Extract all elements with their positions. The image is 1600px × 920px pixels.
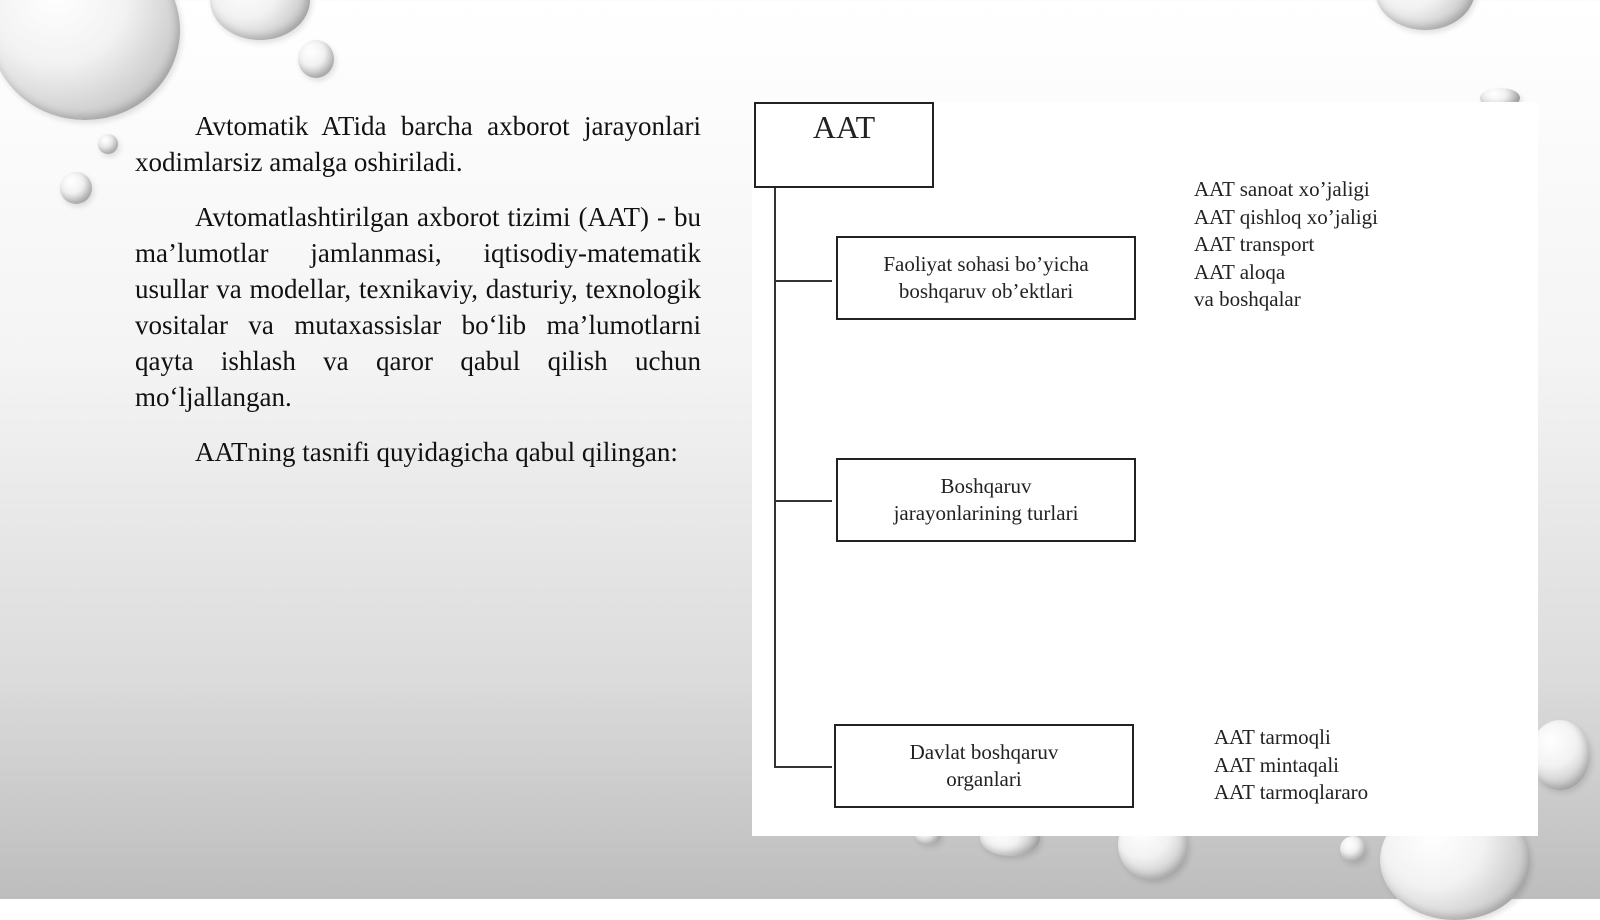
diagram-box: Boshqaruv jarayonlarining turlari xyxy=(836,458,1136,542)
list-item: AAT qishloq xo’jaligi xyxy=(1194,204,1378,229)
aat-classification-diagram xyxy=(752,102,1538,836)
paragraph: AATning tasnifi quyidagicha qabul qilingan: xyxy=(195,437,678,467)
vertical-connector xyxy=(774,188,776,768)
paragraph: Avtomatik ATida barcha axborot jarayonlari xodimlarsiz amalga oshiriladi. xyxy=(135,111,701,177)
water-drop-decoration xyxy=(298,40,334,78)
list-bottom xyxy=(1214,724,1368,807)
water-drop-decoration xyxy=(1340,836,1366,862)
water-drop-decoration xyxy=(1375,0,1475,30)
branch-connector xyxy=(774,280,832,282)
diagram-box: Davlat boshqaruv organlari xyxy=(834,724,1134,808)
list-item: AAT tarmoqli xyxy=(1214,725,1331,749)
list-item: AAT tarmoqlararo xyxy=(1214,780,1369,804)
diagram-root-box: AAT xyxy=(754,102,934,188)
list-item: AAT sanoat xo’jaligi xyxy=(1194,177,1370,201)
water-drop-decoration xyxy=(210,0,310,40)
list-item: AAT mintaqali xyxy=(1214,752,1340,777)
branch-connector xyxy=(774,500,832,502)
text-block xyxy=(135,108,701,489)
list-item: va boshqalar xyxy=(1194,287,1301,311)
diagram-box: Faoliyat sohasi bo’yicha boshqaruv ob’ektlari xyxy=(836,236,1136,320)
water-drop-decoration xyxy=(60,172,92,204)
list-item: AAT aloqa xyxy=(1194,259,1286,284)
branch-connector xyxy=(774,766,832,768)
water-drop-decoration xyxy=(1530,720,1590,790)
list-item: AAT transport xyxy=(1194,232,1315,256)
water-drop-decoration xyxy=(0,0,180,120)
paragraph: Avtomatlashtirilgan axborot tizimi (AAT) - bu ma’lumotlar jamlanmasi, iqtisodiy-matematik usullar va modellar, texnikaviy, dasturiy, texnologik vositalar va mutaxassislar bo‘lib ma’lumotlarni qayta ishlash va qaror qabul qilish uchun mo‘ljallangan. xyxy=(135,202,701,412)
water-drop-decoration xyxy=(98,134,118,154)
list-top xyxy=(1194,176,1378,314)
